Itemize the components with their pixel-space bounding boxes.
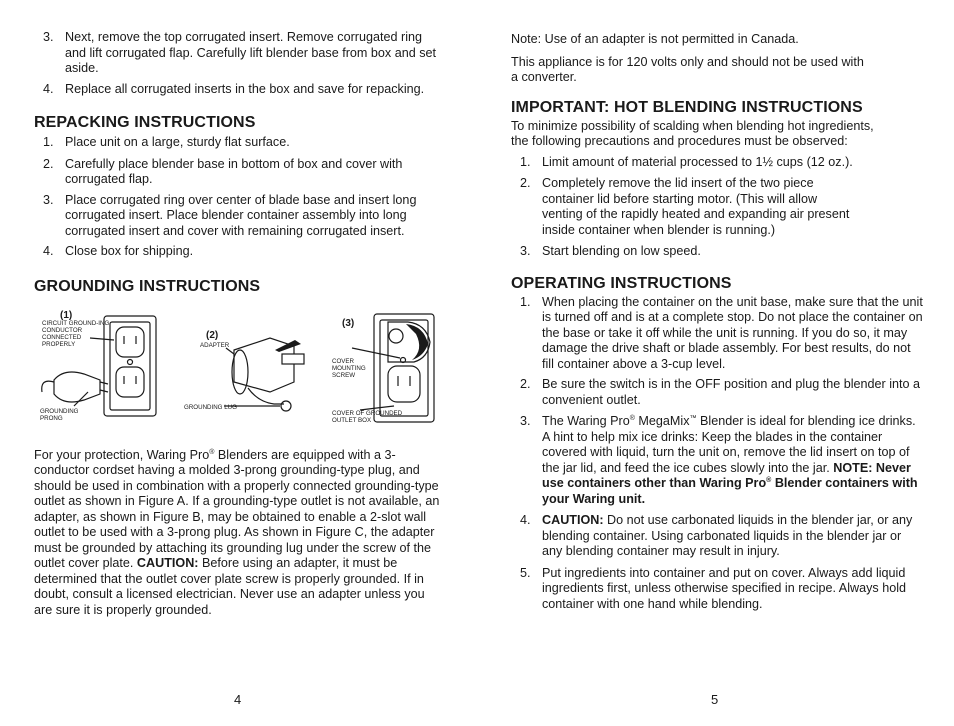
list-item: 3. Next, remove the top corrugated insert. Remove corrugated ring and lift corrugated flap. Carefully lift blender base from box and set aside. [43,30,437,75]
figure-2-number: (2) [206,329,219,341]
list-item: 1. Place unit on a large, sturdy flat surface. [43,135,290,149]
figure-1-label-prong: GROUNDING PRONG [40,407,79,422]
list-item: 3. Place corrugated ring over center of blade base and insert long corrugated insert. Place blender container assembly into long corrugated insert and cover with remaining corrugated insert. [43,192,417,238]
figure-1-number: (1) [60,309,73,321]
hot-blending-intro: To minimize possibility of scalding when blending hot ingredients, the following precautions and procedures must be observed: [511,118,874,148]
page-number-left: 4 [234,692,242,707]
adapter-note: Note: Use of an adapter is not permitted in Canada. [511,32,799,46]
repacking-heading: REPACKING INSTRUCTIONS [34,114,256,131]
list-item: 3. The Waring Pro® MegaMix™ Blender is ideal for blending ice drinks. A hint to help mix ice drinks: Keep the blades in the container covered with liquid, turn the unit on, remove the lid insert on top of the jar lid, and feed the ice cubes slowly into the jar. NOTE: Never use containers other than Waring Pro® Blender containers with your Waring unit. [520,414,918,506]
figure-3-label-cover: COVER OF GROUNDED OUTLET BOX [332,409,403,424]
page-number-right: 5 [711,692,719,707]
list-item: 4. Replace all corrugated inserts in the box and save for repacking. [43,81,425,96]
caution-label: CAUTION: [136,556,199,570]
plug-1 [54,372,100,402]
list-item: 2. Carefully place blender base in bottom of box and cover with corrugated flap. [43,156,403,186]
hot-blending-heading: IMPORTANT: HOT BLENDING INSTRUCTIONS [511,98,863,116]
figure-2-label-adapter: ADAPTER [200,341,230,349]
grounding-paragraph: For your protection, Waring Pro® Blenders are equipped with a 3-conductor cordset having a molded 3-prong grounding-type plug, and should be used in combination with a properly connected grounding-type outlet as shown in Figure A. If a grounding-type outlet is not available, an adapter, as shown in Figure B, may be obtained to enable a 2-slot wall outlet to be used with a 3-prong plug. As shown in Figure C, the adapter must be grounded by attaching its grounding lug under the screw of the outlet cover plate. CAUTION: Before using an adapter, it must be determined that the outlet cover plate screw is properly grounded. If in doubt, consult a licensed electrician. Never use an adapter unless you are sure it is properly grounded. [34,447,440,617]
right-page [511,32,926,612]
figure-2-label-lug: GROUNDING LUG [184,403,237,411]
list-item: 5. Put ingredients into container and put on cover. Always add liquid ingredients first, unless otherwise specified in recipe. Always hold container with one hand while blending. [520,565,907,611]
grounding-figure [34,310,446,430]
list-item: 1. When placing the container on the unit base, make sure that the unit is turned off and is at a complete stop. Do not place the container on the base or take it off while the unit is running. If you do so, it may damage the drive shaft or blade assembly. For best results, do not fill container above a 3-cup level. [520,294,923,371]
note-bold: NOTE: Never use containers other than Waring Pro [542,460,911,490]
list-item-text: Next, remove the top corrugated insert. Remove corrugated ring and lift corrugated flap. Carefully lift blender base from box and set aside. [65,30,437,75]
operating-heading: OPERATING INSTRUCTIONS [511,274,732,292]
voltage-note: This appliance is for 120 volts only and should not be used with a converter. [511,54,864,84]
list-item: 2. Be sure the switch is in the OFF position and plug the blender into a convenient outlet. [520,377,921,407]
list-item: 1. Limit amount of material processed to 1½ cups (12 oz.). [520,154,853,169]
list-item: 2. Completely remove the lid insert of the two piece container lid before starting motor. (This will allow venting of the rapidly heated and expanding air present inside container when blender is running.) [520,176,850,237]
figure-1-label-conductor: CIRCUIT GROUND-ING CONDUCTOR CONNECTED PROPERLY [42,319,110,348]
grounding-heading: GROUNDING INSTRUCTIONS [34,277,261,295]
list-item: 4. CAUTION: Do not use carbonated liquids in the blender jar, or any blending container. Using carbonated liquids in the blender jar or any blending container may result in injury. [520,513,913,558]
list-item: 3. Start blending on low speed. [520,244,701,258]
list-item-text: Replace all corrugated inserts in the box and save for repacking. [65,81,425,96]
list-item: 4. Close box for shipping. [43,244,194,258]
figure-3-number: (3) [342,317,355,329]
figure-3-label-screw: COVER MOUNTING SCREW [332,357,366,379]
left-page [34,30,446,618]
